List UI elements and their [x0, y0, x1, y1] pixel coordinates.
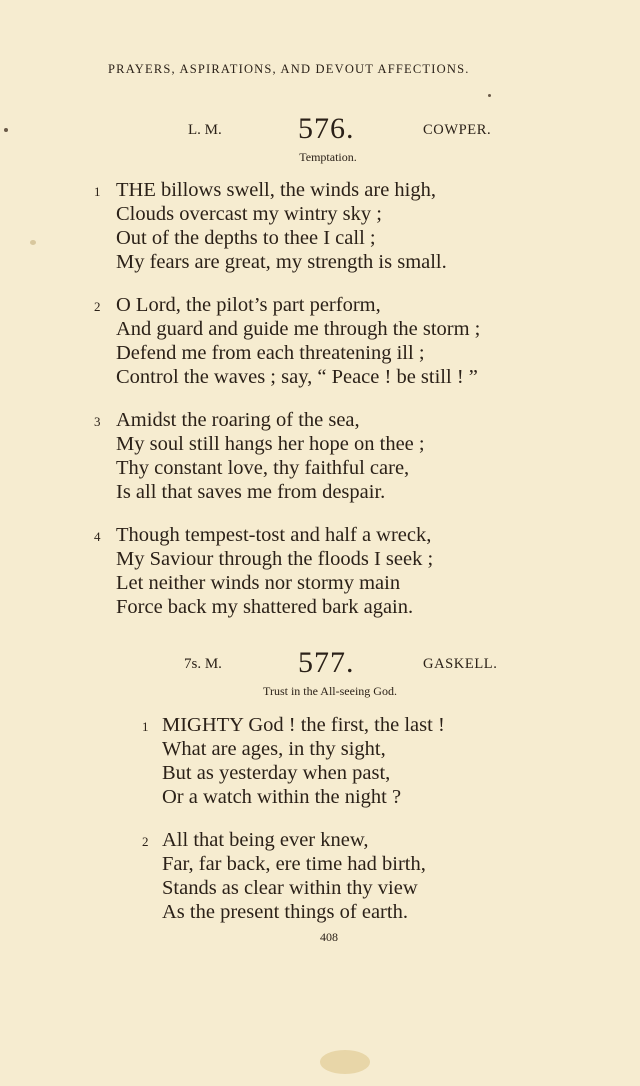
- verse-line: Far, far back, ere time had birth,: [162, 853, 426, 875]
- verse-line: O Lord, the pilot’s part perform,: [116, 294, 381, 316]
- verse-line: Defend me from each threatening ill ;: [116, 342, 425, 364]
- verse-number: 1: [142, 719, 149, 734]
- verse-line: Control the waves ; say, “ Peace ! be still ! ”: [116, 366, 478, 388]
- verse-line: Though tempest-tost and half a wreck,: [116, 524, 432, 546]
- hymn-577-subtitle: Trust in the All-seeing God.: [263, 684, 397, 698]
- verse-line: Force back my shattered bark again.: [116, 596, 414, 618]
- verse-line: Out of the depths to thee I call ;: [116, 227, 376, 249]
- verse-line: My soul still hangs her hope on thee ;: [116, 433, 425, 455]
- verse-number: 4: [94, 529, 101, 544]
- hymn-576-stanza-4: [94, 523, 434, 619]
- hymn-577-number: 577.: [298, 646, 355, 679]
- paper-speck: [488, 94, 491, 97]
- verse-line: But as yesterday when past,: [162, 762, 391, 784]
- verse-line: THE billows swell, the winds are high,: [116, 179, 436, 201]
- paper-stain: [30, 240, 36, 245]
- verse-line: Let neither winds nor stormy main: [116, 572, 401, 594]
- hymn-576-number: 576.: [298, 112, 355, 145]
- verse-line: What are ages, in thy sight,: [162, 738, 386, 760]
- hymn-576-stanza-1: [94, 178, 447, 274]
- verse-line: Clouds overcast my wintry sky ;: [116, 203, 382, 225]
- hymn-577-stanza-1: [142, 713, 445, 809]
- paper-stain: [320, 1050, 370, 1074]
- hymn-576-header: [0, 112, 640, 152]
- verse-line: Or a watch within the night ?: [162, 786, 402, 808]
- hymn-576-stanza-3: [94, 408, 425, 504]
- verse-number: 3: [94, 414, 101, 429]
- verse-line: Is all that saves me from despair.: [116, 481, 386, 503]
- verse-line: As the present things of earth.: [162, 901, 408, 923]
- hymn-577-stanza-2: [142, 828, 426, 924]
- verse-line: Thy constant love, thy faithful care,: [116, 457, 410, 479]
- hymn-576-subtitle: Temptation.: [299, 150, 357, 164]
- verse-line: My Saviour through the floods I seek ;: [116, 548, 434, 570]
- verse-number: 2: [142, 834, 149, 849]
- hymn-577-meter: 7s. M.: [184, 656, 222, 672]
- hymn-576-stanza-2: [94, 293, 481, 389]
- running-head: PRAYERS, ASPIRATIONS, AND DEVOUT AFFECTIONS.: [108, 62, 470, 76]
- verse-line: Stands as clear within thy view: [162, 877, 418, 899]
- hymn-577-header: [0, 646, 640, 686]
- verse-line: My fears are great, my strength is small.: [116, 251, 447, 273]
- verse-line: Amidst the roaring of the sea,: [116, 409, 360, 431]
- hymn-577-author: GASKELL.: [423, 656, 498, 672]
- paper-speck: [4, 128, 8, 132]
- hymn-576-meter: L. M.: [188, 122, 222, 138]
- hymn-576-author: COWPER.: [423, 122, 492, 138]
- verse-line: All that being ever knew,: [162, 829, 369, 851]
- verse-number: 1: [94, 184, 101, 199]
- page-number: 408: [320, 930, 338, 944]
- verse-number: 2: [94, 299, 101, 314]
- verse-line: MIGHTY God ! the first, the last !: [162, 714, 445, 736]
- verse-line: And guard and guide me through the storm ;: [116, 318, 481, 340]
